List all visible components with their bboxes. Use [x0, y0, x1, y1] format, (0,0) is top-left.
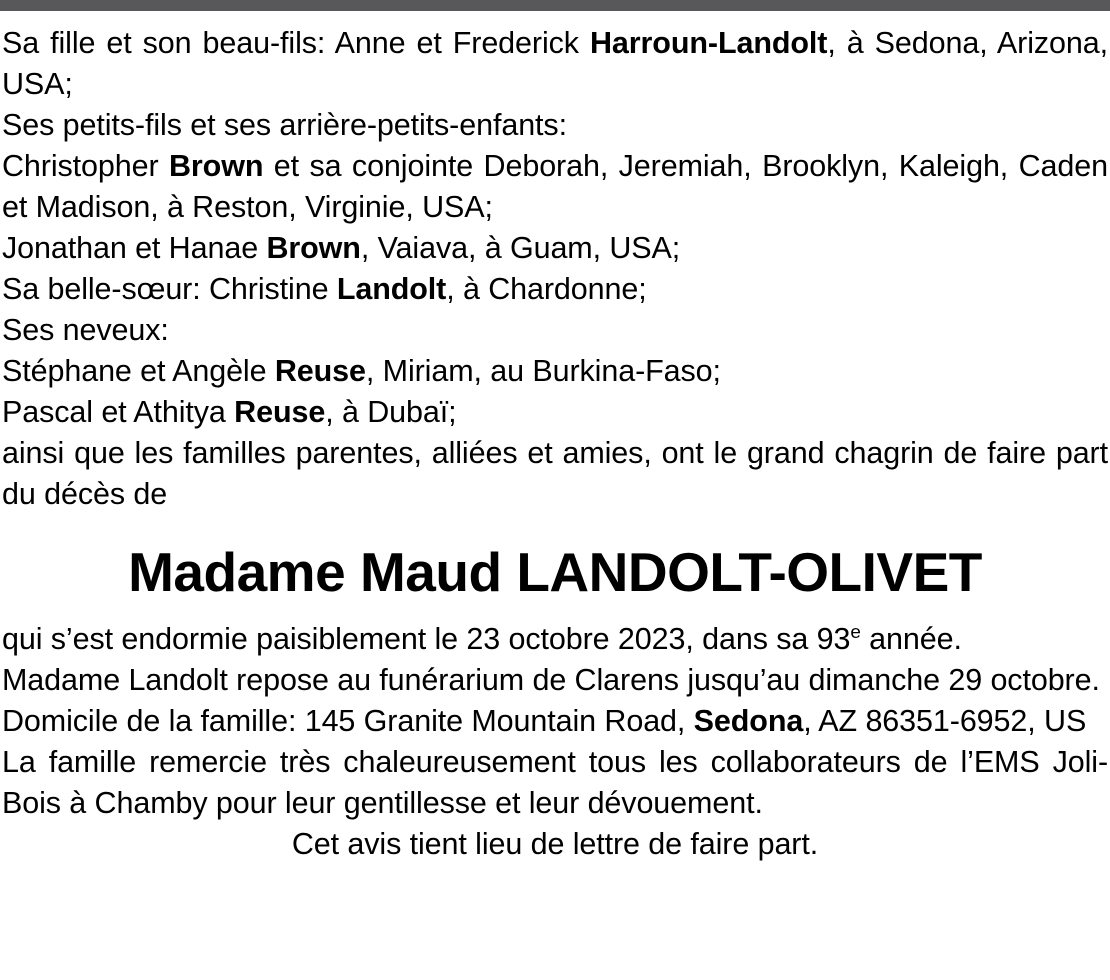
survivor-line-stephane-suffix: , Miriam, au Burkina-Faso; — [365, 354, 721, 388]
survivor-line-christopher-suffix: et sa conjointe Deborah, Jeremiah, Brooklyn, Kaleigh, Caden et Madison, à Reston, Virginie, USA; — [2, 149, 1108, 224]
survivor-line-daughter-prefix: Sa fille et son beau-fils: Anne et Frederick — [2, 26, 590, 60]
family-address-prefix: Domicile de la famille: 145 Granite Mountain Road, — [2, 704, 694, 738]
family-address-suffix: , AZ 86351-6952, US — [803, 704, 1087, 738]
survivor-line-pascal-suffix: , à Dubaï; — [325, 395, 457, 429]
notice-body — [0, 11, 1110, 865]
survivor-line-sister-in-law-prefix: Sa belle-sœur: Christine — [2, 272, 337, 306]
survivor-line-pascal-surname: Reuse — [234, 395, 326, 429]
survivor-line-sister-in-law-surname: Landolt — [336, 272, 447, 306]
deceased-name: Madame Maud LANDOLT-OLIVET — [128, 541, 982, 603]
survivor-line-christopher — [2, 146, 1108, 228]
survivor-line-christopher-prefix: Christopher — [2, 149, 169, 183]
survivor-line-daughter-suffix: , à Sedona, Arizona, USA; — [2, 26, 1108, 101]
survivor-line-pascal — [2, 392, 1108, 433]
passing-text-before: qui s’est endormie paisiblement le 23 octobre 2023, dans sa 93 — [2, 622, 851, 656]
family-address-city: Sedona — [693, 704, 804, 738]
survivor-line-sister-in-law-suffix: , à Chardonne; — [446, 272, 647, 306]
survivor-line-jonathan-surname: Brown — [266, 231, 361, 265]
thanks-line: La famille remercie très chaleureusement tous les collaborateurs de l’EMS Joli-Bois à Chamby pour leur gentillesse et leur dévouement. — [2, 745, 1108, 820]
survivor-line-christopher-surname: Brown — [168, 149, 264, 183]
survivor-line-sister-in-law — [2, 269, 1108, 310]
announcement-lead-in: ainsi que les familles parentes, alliées et amies, ont le grand chagrin de faire part du décès de — [2, 436, 1108, 511]
survivor-line-stephane-surname: Reuse — [274, 354, 366, 388]
funeral-info-line: Madame Landolt repose au funérarium de Clarens jusqu’au dimanche 29 octobre. — [2, 663, 1100, 697]
survivor-line-pascal-prefix: Pascal et Athitya — [2, 395, 235, 429]
ordinal-suffix: e — [850, 621, 861, 643]
survivor-line-daughter-surname: Harroun-Landolt — [589, 26, 828, 60]
survivor-line-stephane-prefix: Stéphane et Angèle — [2, 354, 275, 388]
survivor-line-jonathan — [2, 228, 1108, 269]
passing-line — [2, 619, 1108, 660]
passing-text-after: année. — [860, 622, 962, 656]
survivor-line-daughter — [2, 23, 1108, 105]
top-rule-divider — [0, 0, 1110, 11]
survivor-line-grandchildren-heading: Ses petits-fils et ses arrière-petits-enfants: — [2, 108, 567, 142]
survivor-line-nephews-heading: Ses neveux: — [2, 313, 169, 347]
survivor-line-jonathan-suffix: , Vaiava, à Guam, USA; — [360, 231, 681, 265]
closing-line: Cet avis tient lieu de lettre de faire part. — [291, 827, 819, 861]
survivor-line-stephane — [2, 351, 1108, 392]
family-address-line — [2, 701, 1108, 742]
survivor-line-jonathan-prefix: Jonathan et Hanae — [2, 231, 267, 265]
